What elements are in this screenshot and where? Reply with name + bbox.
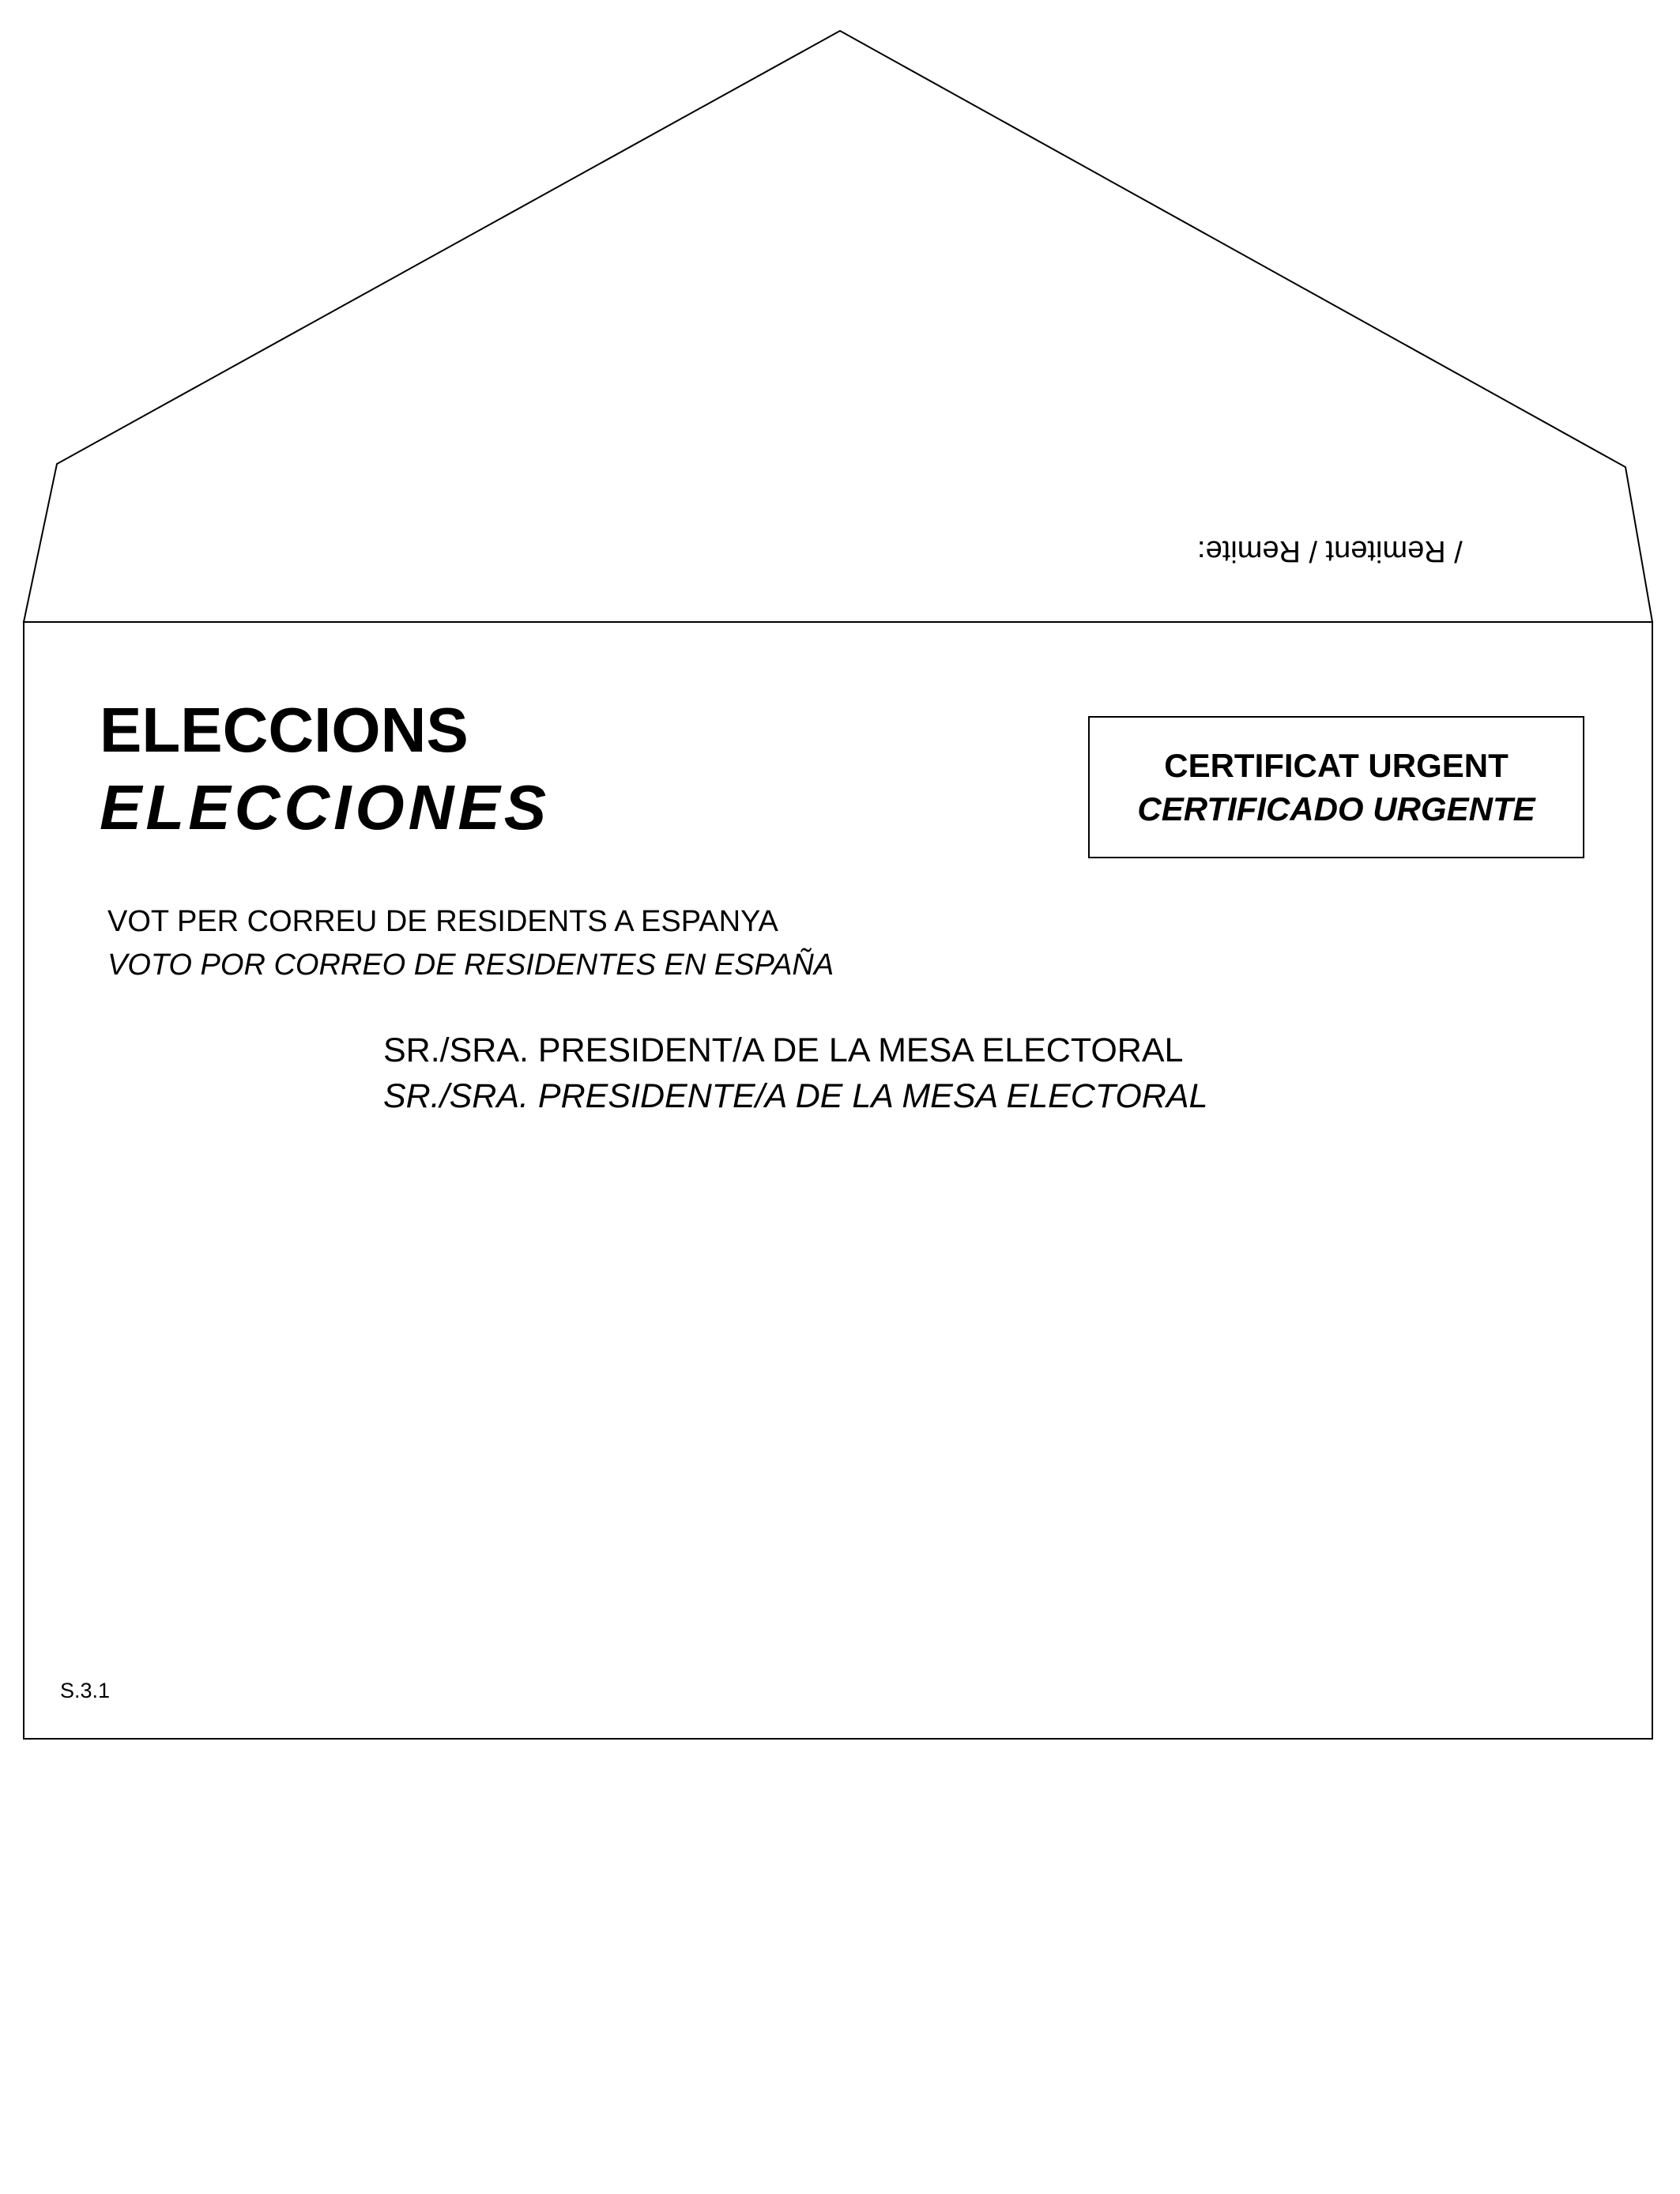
title-spanish: ELECCIONES <box>100 772 551 843</box>
addressee-catalan: SR./SRA. PRESIDENT/A DE LA MESA ELECTORAL <box>383 1031 1184 1069</box>
form-code: S.3.1 <box>60 1679 111 1702</box>
subtitle-catalan: VOT PER CORREU DE RESIDENTS A ESPANYA <box>107 905 778 938</box>
certificate-label-catalan: CERTIFICAT URGENT <box>1164 747 1509 784</box>
certificate-box <box>1088 716 1584 858</box>
certificate-label-spanish: CERTIFICADO URGENTE <box>1137 790 1535 827</box>
addressee-spanish: SR./SRA. PRESIDENTE/A DE LA MESA ELECTORAL <box>383 1077 1208 1115</box>
subtitle-spanish: VOTO POR CORREO DE RESIDENTES EN ESPAÑA <box>107 948 834 982</box>
title-catalan: ELECCIONS <box>100 695 469 765</box>
sender-label: / Remitent / Remite: <box>1197 534 1463 567</box>
envelope-flap <box>24 31 1652 622</box>
